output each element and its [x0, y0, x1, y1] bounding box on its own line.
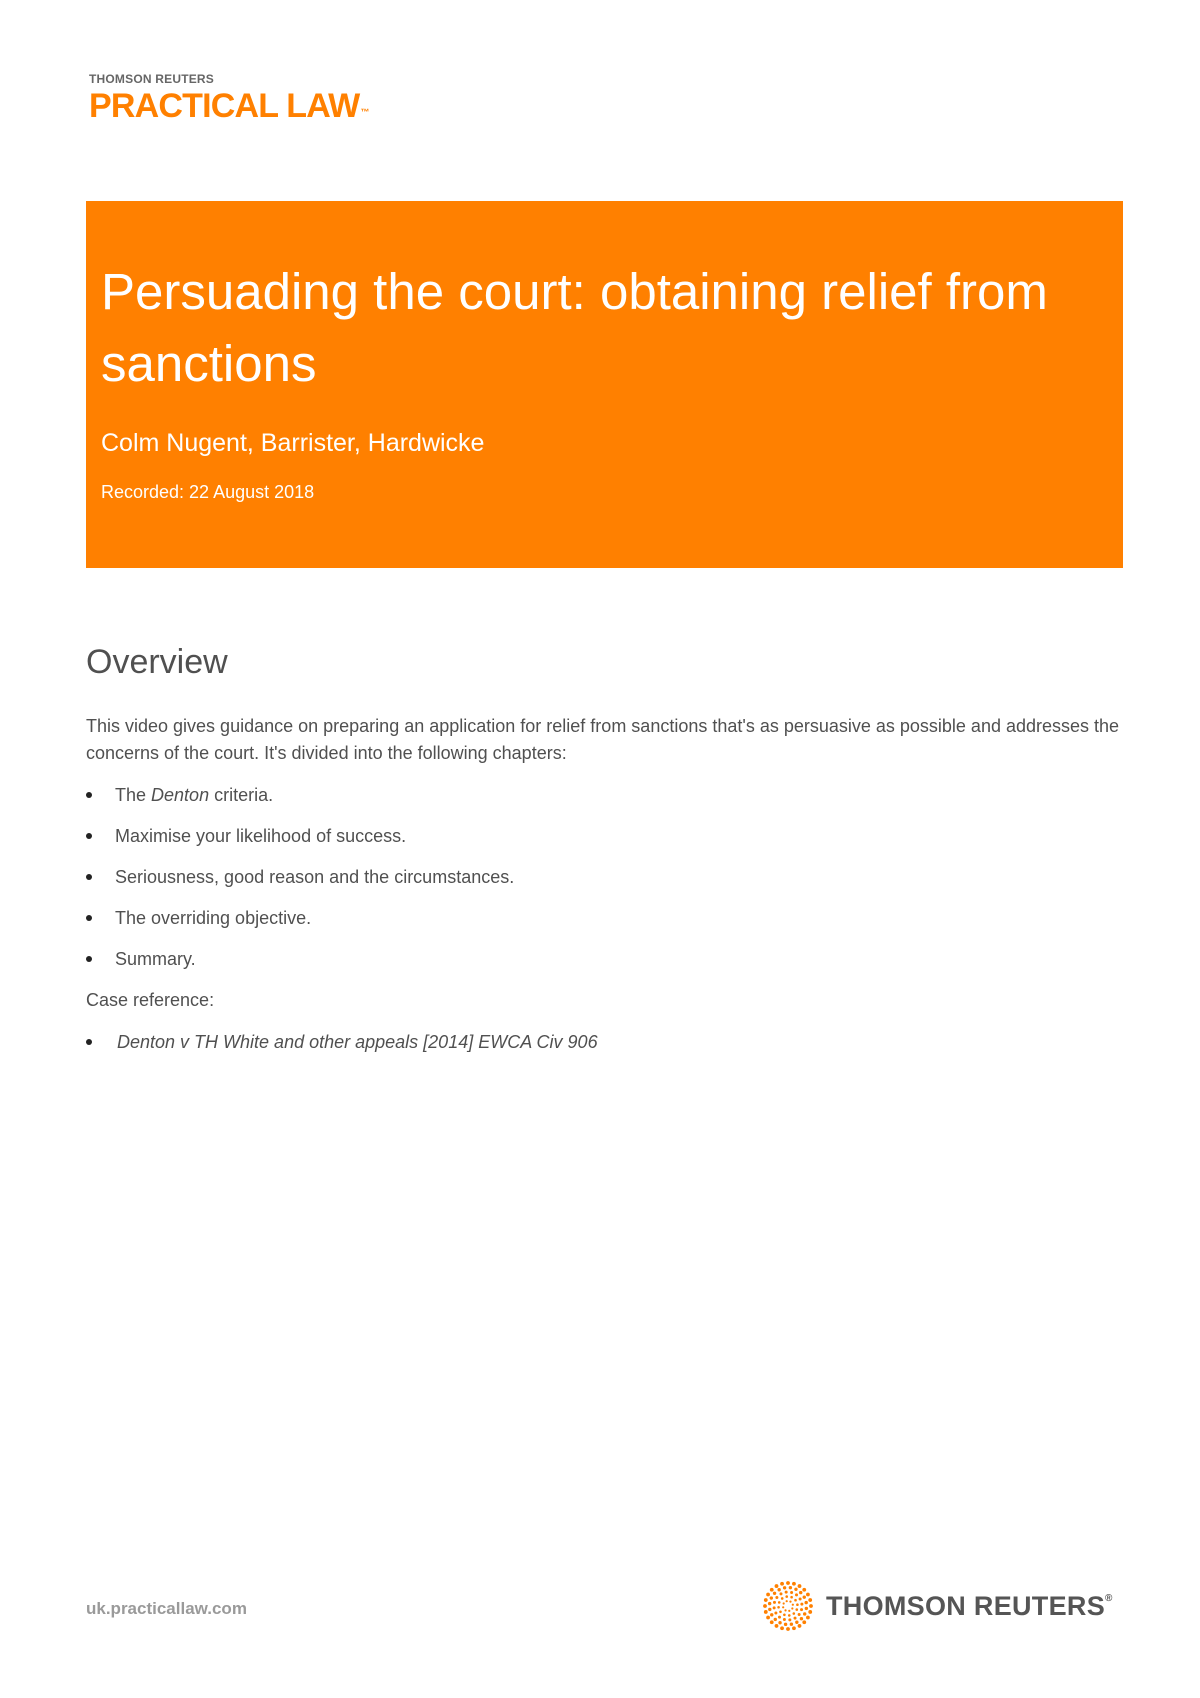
logo-dot — [774, 1618, 777, 1621]
overview-heading: Overview — [86, 643, 228, 681]
logo-dot — [786, 1600, 788, 1602]
logo-dot — [792, 1582, 796, 1586]
logo-dot — [805, 1607, 808, 1610]
logo-dot — [804, 1601, 807, 1604]
logo-dot — [773, 1606, 776, 1609]
chapter-italic-text: Denton — [151, 785, 210, 805]
logo-dot — [783, 1602, 785, 1604]
logo-trademark: ™ — [360, 107, 369, 117]
logo-dot — [790, 1622, 793, 1625]
logo-dot — [782, 1606, 784, 1608]
logo-dot — [808, 1610, 812, 1614]
footer-registered-mark: ® — [1105, 1592, 1113, 1604]
chapter-text: The overriding objective. — [115, 908, 312, 928]
chapter-text: Summary. — [115, 949, 196, 969]
logo-dot — [770, 1588, 774, 1592]
logo-dot — [788, 1618, 791, 1621]
chapter-item — [86, 946, 1126, 987]
bullet-icon — [86, 874, 92, 880]
logo-dot — [796, 1603, 799, 1606]
bullet-icon — [86, 792, 92, 798]
logo-dot — [777, 1606, 780, 1609]
logo-dot — [780, 1626, 784, 1630]
thomson-reuters-footer-logo — [762, 1580, 1113, 1632]
logo-dot — [781, 1597, 784, 1600]
logo-dot — [768, 1608, 771, 1611]
bullet-icon — [86, 833, 92, 839]
case-reference-label: Case reference: — [86, 990, 215, 1010]
logo-product-name — [89, 88, 369, 124]
logo-dot — [764, 1610, 768, 1614]
chapter-text: Seriousness, good reason and the circumstances. — [115, 867, 515, 887]
logo-dot — [789, 1586, 792, 1589]
thomson-reuters-dot-sphere-icon — [762, 1580, 814, 1632]
logo-dot — [786, 1627, 790, 1631]
footer-company-text: THOMSON REUTERS — [826, 1590, 1106, 1621]
logo-dot — [794, 1599, 797, 1602]
title-banner — [86, 201, 1123, 568]
logo-dot — [800, 1603, 803, 1606]
logo-dot — [778, 1616, 781, 1619]
logo-dot — [802, 1620, 806, 1624]
logo-dot — [784, 1609, 786, 1611]
bullet-icon — [86, 1039, 92, 1045]
logo-dot — [809, 1604, 813, 1608]
footer-company-name — [826, 1591, 1113, 1622]
logo-dot — [779, 1611, 782, 1614]
logo-parent-brand: THOMSON REUTERS — [89, 72, 215, 86]
author-line: Colm Nugent, Barrister, Hardwicke — [101, 429, 485, 457]
logo-dot — [799, 1591, 802, 1594]
logo-dot — [785, 1591, 788, 1594]
case-reference-item[interactable] — [86, 1029, 1126, 1055]
logo-dot — [773, 1592, 776, 1595]
logo-dot — [774, 1612, 777, 1615]
logo-dot — [800, 1617, 803, 1620]
logo-dot — [795, 1593, 798, 1596]
logo-dot — [778, 1621, 781, 1624]
logo-dot — [798, 1584, 802, 1588]
chapter-item — [86, 864, 1126, 905]
logo-dot — [808, 1598, 812, 1602]
logo-dot — [783, 1618, 786, 1621]
case-reference-list — [86, 1029, 1126, 1055]
logo-dot — [799, 1597, 802, 1600]
logo-dot — [770, 1596, 773, 1599]
logo-dot — [784, 1623, 787, 1626]
document-title: Persuading the court: obtaining relief from sanctions — [101, 263, 1048, 392]
logo-dot — [790, 1591, 793, 1594]
logo-dot — [768, 1602, 771, 1605]
logo-dot — [766, 1616, 770, 1620]
logo-dot — [794, 1617, 797, 1620]
logo-dot — [788, 1610, 790, 1612]
logo-dot — [785, 1595, 788, 1598]
logo-dot — [770, 1613, 773, 1616]
logo-dot — [783, 1613, 786, 1616]
footer-url[interactable]: uk.practicallaw.com — [86, 1599, 247, 1618]
logo-dot — [789, 1601, 791, 1603]
logo-dot — [780, 1582, 784, 1586]
logo-dot — [775, 1624, 779, 1628]
logo-dot — [803, 1595, 806, 1598]
logo-dot — [791, 1607, 793, 1609]
logo-dot — [798, 1613, 801, 1616]
practical-law-logo — [89, 72, 369, 124]
recorded-date: Recorded: 22 August 2018 — [101, 482, 315, 502]
bullet-icon — [86, 915, 92, 921]
logo-dot — [778, 1601, 781, 1604]
logo-dot — [775, 1584, 779, 1588]
logo-dot — [764, 1598, 768, 1602]
logo-dot — [792, 1626, 796, 1630]
bullet-icon — [86, 956, 92, 962]
logo-dot — [779, 1592, 782, 1595]
logo-dot — [795, 1621, 798, 1624]
logo-dot — [788, 1614, 791, 1617]
logo-dot — [775, 1596, 778, 1599]
logo-dot — [773, 1601, 776, 1604]
logo-dot — [803, 1612, 806, 1615]
logo-dot — [777, 1588, 780, 1591]
chapter-text: Maximise your likelihood of success. — [115, 826, 407, 846]
case-reference-link[interactable]: Denton v TH White and other appeals [2014] EWCA Civ 906 — [117, 1032, 598, 1052]
chapter-item — [86, 905, 1126, 946]
logo-dot — [798, 1624, 802, 1628]
overview-intro: This video gives guidance on preparing an application for relief from sanctions that's as persuasive as possible and addresses the concerns of the court. It's divided into the following chapters: — [86, 716, 1120, 763]
chapter-item — [86, 823, 1126, 864]
logo-dot — [766, 1593, 770, 1597]
chapter-item — [86, 782, 1126, 823]
logo-dot — [793, 1612, 796, 1615]
logo-dot — [806, 1616, 810, 1620]
chapter-text: The — [115, 785, 152, 805]
logo-dot — [763, 1604, 767, 1608]
logo-dot — [770, 1620, 774, 1624]
logo-dot — [790, 1596, 793, 1599]
logo-dot — [802, 1588, 806, 1592]
logo-dot — [794, 1588, 797, 1591]
logo-dot — [800, 1608, 803, 1611]
logo-dot — [786, 1581, 790, 1585]
logo-dot — [806, 1593, 810, 1597]
logo-product-text: PRACTICAL LAW — [89, 87, 360, 125]
logo-dot — [792, 1604, 794, 1606]
chapter-text-after: criteria. — [209, 785, 274, 805]
logo-dot — [795, 1608, 798, 1611]
chapter-list — [86, 782, 1126, 987]
logo-dot — [783, 1586, 786, 1589]
